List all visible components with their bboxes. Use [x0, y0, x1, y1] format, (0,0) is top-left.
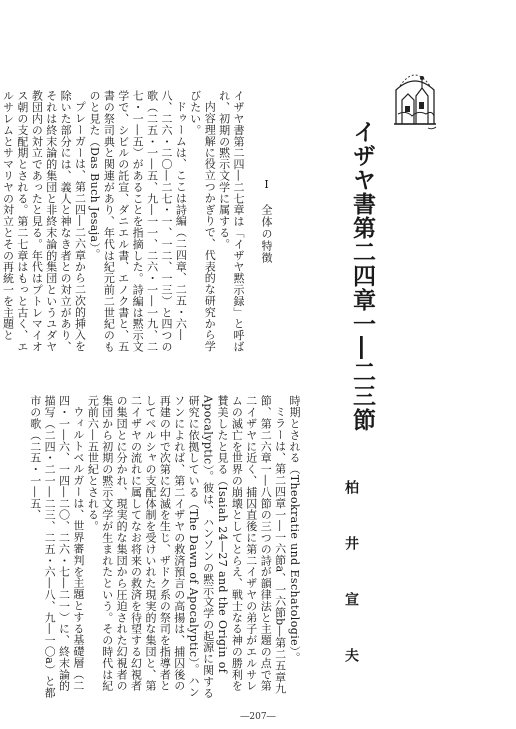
paragraph: ドゥームは、ここは詩編（二四章、二五・六―八、二六・二〇―二七・一、一二、一三）と四つの歌（二五・一―五、九―一一、二六・一―一九、二七・一―五）があることを指摘した。詩編は黙示文学で、シビルの託宣、ダニエル書、エノク書と、五書の祭司典と関連があり、年代は紀元前二世紀のものと見た（Das Buch Jesaja）。 [87, 90, 188, 353]
paragraph: イザヤ書第二四―二七章は「イザヤ黙示録」と呼ばれ、初期の黙示文学に属する。 [217, 90, 245, 353]
article-title: イザヤ書第二四章一―二三節 [349, 120, 376, 432]
lower-body-text [18, 395, 301, 700]
paragraph: ミラーは、第二四章一―一六節a、一六節b―第二五章九節、第二六章一―八節の三つの詩が韻律法と主題の点で第二イザヤに近く、捕囚直後に第二イザヤの弟子がエルサレムの滅亡を世界の崩壊としてとらえ、戦士なる神の勝利を賛美したと見る（Isaiah 24―27 and the Origin of Apocalyptic）。彼は、ハンソンの黙示文学の起源に関する研究に依拠している（The Dawn of Apocalyptic）。ハンソンによれば、第二イザヤの救済預言の高揚は、捕囚後の再建の中で次第に幻滅を生じ、ザドク系の祭司を指導者としてペルシャの支配体制を受けいれた現実的な集団と、第二イザヤの流れに属してなお将来の救済を待望する幻視者の集団とに分かれ、現実的な集団から圧迫された幻視者の集団から初期の黙示文学が生まれたという。その時代は紀元前六―五世紀とされる。 [86, 395, 287, 699]
paragraph: プレーガーは、第二四―二六章から二次的挿入を除いた部分には、義人と神なき者との対立があり、それは終末論的集団と非終末論的集団というユダヤ教団内の対立であったと見る。年代はプトレマイオス朝の支配期とされる。第二七章はもっと古く、エルサレムとサマリヤの対立とその再統一を主題と [1, 90, 87, 353]
paragraph: 時期とされる（Theokratie und Eschatologie）。 [288, 395, 301, 664]
page-number: ―207― [240, 712, 276, 722]
upper-body-text [1, 90, 245, 362]
author-name: 柏 井 宣 夫 [343, 480, 359, 676]
paragraph: ウィルトベルガーは、世界審判を主題とする基礎層（二四・一―六、一四―二〇、二六・七―二一）に、終末論的描写（二四・二一―二三、二五・六―八、九―一〇a）と都市の歌（二五・一―五、 [28, 395, 85, 699]
paragraph: 内容理解に役立つかぎりで、代表的な研究から学びたい。 [188, 90, 217, 352]
section-heading: Ⅰ 全体の特徴 [260, 178, 273, 264]
town-emblem-icon [388, 56, 442, 134]
